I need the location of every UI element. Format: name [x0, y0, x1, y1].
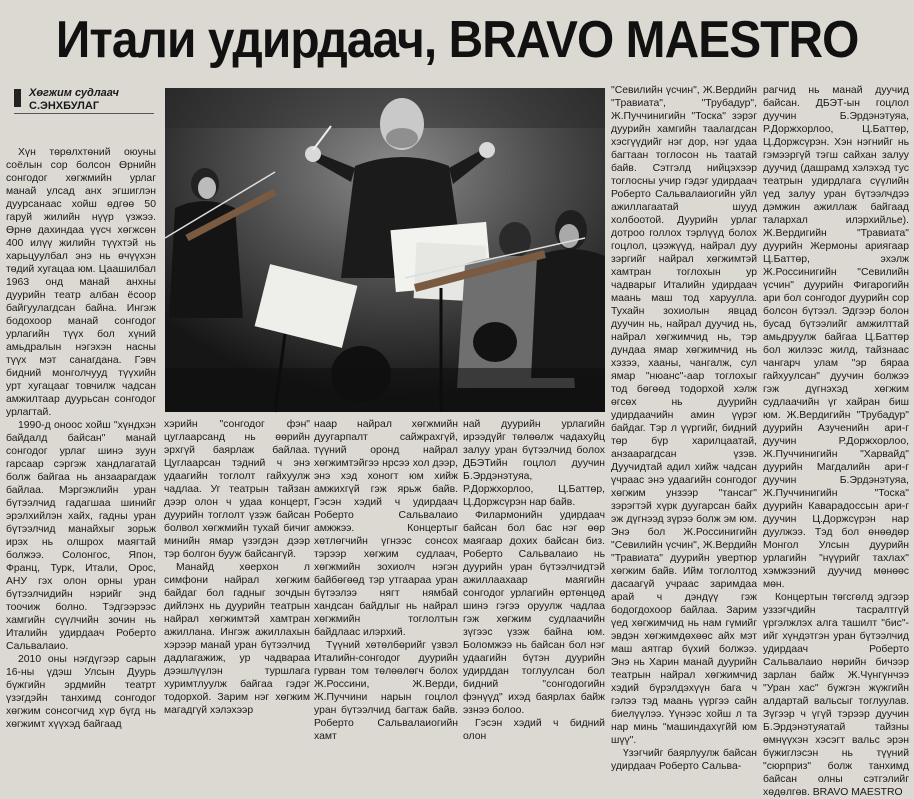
concert-photo [165, 88, 605, 412]
column-3 [314, 418, 458, 742]
paragraph: наар найрал хөгжмийн дуугарпалт сайжрахгүй, түүний оронд найрал хөгжимтэйгээ нрсээ хол дээр, энэ хэд хоногт юм хийж амжихгүй гэж ярьж байв. Гэсэн хэдий ч удирдаач Роберто Сальвалаио амжжээ. Концертыг хөтлөгчийн үгнээс сонсох тэрээр хөгжим судлаач, хөгжмийн зохиолч нэгэн байбөгөөд тэр утгаараа уран бүтээлээ нягт нямбай хандсан байдлыг нь найрал хөгжмийн тоглолтын байдлаас илэрхий. [314, 419, 458, 638]
paragraph: Манайд хөерхон л симфони найрал хөгжим байдаг бол гадныг зочдын дийлэнх нь дуурийн театрын найрал хөгжимтэй хамтран ажиллана. Ингэж ажиллахын хэрээр манай уран бүтээлчид дадлагажиж, ур чадвараа дээшлүүлэн туршлага хуримтлуулж байгаа гэдэг тодорхой. Зарим нэг хөгжим магадгүй хэлэхээр [164, 562, 310, 716]
paragraph: "Севилийн үсчин", Ж.Вердийн "Травиата", "Трубадур", Ж.Пуччинигийн "Тоска" зэрэг дуурийн хамгийн таалагдсан хэсгүүдийг нэг дор, нэг удаа багтаан тоглосон нь таатай байв. Сэтгэлд нийцэхээр тоглосны учир гэдэг удирдаач Роберто Сальвалаиогийн уйл ажиллагаатай шууд холбоотой. Дуурийн урлаг дотроо голлох тэрлүүд болох гоцлол, цээжүүд, найрал дуу зэргийг найрал хөгжимтэй хамтран тоглохын ур чадварыг Италийн удирдаач маань маш тод харуулла. Тухайн зохиолын явцад дуучин нь, найрал дуучид нь, найрал хөгжимчид нь, тэр дундаа ямар хөгжимчид нь хэзээ, хааны, чангалж, сул ямар "нюанс"-аар тоглохыг тод бөгөөд тодорхой хэлж өгсөх нь дуурийн удирдаачийн амин үүрэг байдаг. Тэр л үүргийг, бидний төр бүр харилцаатай, анзаарагдсан үзэв. Дуучидтай адил хийж чадсан үчраас энэ удаагийн сонгодог хөгжим унзээр "тансаг" зэрэгтэй хүрк дуугарсан байх эж дүгнээд зүрээ болж эм юм. Энэ бол Ж.Россинигийн "Севилийн үсчин", Ж.Вердийн "Травиата" дуурийн увертюр хөгжим байв. Ийм тоглолтод дасаагүй учраас заримдаа арай ч дэндүү гэж бодогдохоор байлаа. Зарим үед хөгжимчид нь нам гүмийг эвдэн хөгжимдөхөөс айх мэт маш аятгар бүхий болжээ. Энэ нь Харин манай дуурийн театрын найрал хөгжимчид хэдий бүрэлдэхүүн бага ч гэлээ тэд маань үүргээ сайн биелүүлээ. Үүнээс хойш л та нар минь "машиндахүгйй юм шүү". [611, 85, 757, 746]
column-1 [6, 146, 156, 730]
column-5 [611, 84, 757, 772]
column-6 [763, 84, 909, 798]
byline-rule [14, 113, 154, 114]
paragraph: Хүн төрөлхтөний оюуны соёлын сор болсон Өрнийн сонгодог хөгжмийн урлаг манай улсад анх эгшиглэн дуурсанаас хойш өдгөө 50 гаруй жилийн нүүр үзжээ. Өрнө дахиндаа үүсч хөгжсөн 400 илүү жилийн түүхтэй нь харьцуулбал энэ нь өчүүхэн төдий хугацаа юм. Цаашилбал 1963 онд манай анхны дуурийн театр албан ёсоор байгуулагдсан байна. Ингэж бодохоор манай сонгодог урлагийн түүх бол хүний амьдралын нэгэхэн насны түүх мэт санагдана. Гэвч бидний монголчууд түүхийн урт хугацааг товчилж чадсан амжилтаар дуурьсан сонгодог урлагтай. [6, 147, 156, 418]
headline [0, 0, 914, 80]
byline-author: С.ЭНХБУЛАГ [29, 100, 100, 112]
paragraph: 1990-д оноос хойш "хүндхэн байдалд байсан" манай сонгодог урлаг шинэ зуун гарсаар сэргэж хандлагатай болж байгаа нь анзаарагдаж байлаа. Мэргэжлийн уран бүтээлчид гадагшаа шинийг эрэлхийлэн хайх, гадны уран бүтээлчид манайхыг зорьж ирэх нь олшрох маягтай болжээ. Солонгос, Япон, Франц, Турк, Итали, Орос, АНУ гэх олон орны уран бүтээлчидийн нэрийг энд тоочиж болно. Тэдгээрээс хамгийн сүүлчийн зочин нь Италийн удирдаач Роберто Сальвалаио. [6, 420, 156, 652]
byline [29, 87, 119, 113]
paragraph: 2010 оны нэгдүгээр сарын 16-ны үдэш Улсын Дуурь бүжгийн эрдмийн театрт үзэгдэйн танхимд сонгодог хөгжим сонсогчид хүр бүгд нь хөгжимт хүүхэд байгаад [6, 654, 156, 730]
paragraph: Филармонийн удирдаач байсан бол бас нэг өөр маягаар дохих байсан биз. Роберто Сальвалаио нь дуурийн уран бүтээлчидтэй ажиллаахаар маягийн сонгодог урлагийн өртөнцөд шинэ гэгээ оруулж чадлаа гэж хөгжим судлаачийн зүгээс үзэж байна юм. Боломжээ нь байсан бол нэг удаагийн бүтэн дуурийн удирддан тоглуулсан бол бидний "сонгодогийн фэнүүд" ихэд баярлах байж эзнээ болоо. [463, 510, 605, 716]
paragraph: най дуурийн урлагийн ирээдүйг төлөөлж чадахуйц залуу уран бүтээлчид болох ДБЭТийн гоцлол дуучин Б.Эрдэнэтуяа, Р.Доржхорлоо, Ц.Баттөр, Ц.Доржсүрэн нар байв. [463, 419, 605, 508]
paragraph: хэрийн "сонгодог фэн" цуглаарсанд нь өөрийн эрхгүй баярлаж байлаа. Цуглаарсан тэдний ч энэ удаагийн тоглолт гайхуулж чадлаа. Уг театрын тайзан дээр олон ч удаа концерт, дуурийн тоглолт үзэж байсан болвол хөгжмийн тухай бичиг минийн ямар үзэгдэн дээр тэр болгон бууж байсангүй. [164, 419, 310, 560]
paragraph: Концертын төгсгөлд эдгээр уззэгчдийн тасралтгүй үргэлжлэх алга ташилт "бис"-ийг хүндэтгэн уран бүтээлчид удирдаач Роберто Сальвалаио нөрийн бичээр зарлан байж Ж.Чүнгүнчээ "Уран хас" бүжгэн жүжгийн алдартай вальсыг тоглуулав. Зүгээр ч үгүй тэрээр дуучин Б.Эрдэнэтуяатай тайзны өмнүүхэн хэсэгт вальс эрэн бүжиглэсэн нь түүний "сюрприз" болж танхимд байсан олны сэтгэлийг хөдөлгөв. BRAVO MAESTRO [763, 592, 909, 798]
paragraph: Үзэгчийг баярлуулж байсан удирдаач Роберто Сальва- [611, 748, 757, 772]
paragraph: Гэсэн хэдий ч бидний олон [463, 718, 605, 742]
byline-role: Хөгжим судлаач [29, 87, 119, 99]
column-4 [463, 418, 605, 742]
paragraph: Түүний хөтөлбөрийг үзвэл Италийн-сонгодог дуурийн гурван том төлөөлөгч болох Ж.Россини, Ж.Верди, Ж.Пуччини нарын гоцлол уран бүтээлчид багтаж байв. Роберто Сальвалаиогийн хамт [314, 640, 458, 742]
headline-text: Итали удирдаач, BRAVO MAESTRO [55, 11, 859, 69]
paragraph: рагчид нь манай дуучид байсан. ДБЭТ-ын гоцлол дуучин Б.Эрдэнэтуяа, Р.Доржхорлоо, Ц.Баттөр, Ц.Доржсүрэн. Хэн нэгнийг нь гэмээргүй тэгш сайхан залуу дуучид (дашрамд хэлэхэд тус театрын удирдлага сүүлийн үед залуу уран бүтээлчдээ дэмжин ажиллаж байгаад талархал илэрхийлье). Ж.Вердигийн "Травиата" дуурийн Жермоны ариягаар Ц.Баттөр, эхэлж Ж.Россинигийн "Севилийн үсчин" дуурийн Фигарогийн ари бол сонгодог дуурийн сор болсон бүтээл. Эдгээр болон бусад бүтээлийг амжилттай амьдруулж байгаа Ц.Баттөр бол жилээс жилд, тайзнаас чангарч улам "эр бяраа гайхуулсан" дуучин болжээ гэж дүгнэхэд хөгжим судлаачийн үг хайран биш юм. Ж.Вердигийн "Трубадур" дуурийн Азученийн ари-г дуучин Р.Доржхорлоо, Ж.Пуччинигийн "Харвайд" дуурийн Магдалийн ари-г дуучин Б.Эрдэнэтуяа, Ж.Пуччинигийн "Тоска" дуурийн Каварадоссын ари-г дуучин Ц.Доржсүрэн нар дуулжээ. Тэд бол өнөөдөр Монгол Улсын дуурийн урлагийн "нүүрийг тахлах" хэмжээний дуучид мөнөөс мөн. [763, 85, 909, 590]
concert-photo-illustration [165, 88, 605, 412]
byline-bar [14, 89, 21, 107]
column-2 [164, 418, 310, 716]
